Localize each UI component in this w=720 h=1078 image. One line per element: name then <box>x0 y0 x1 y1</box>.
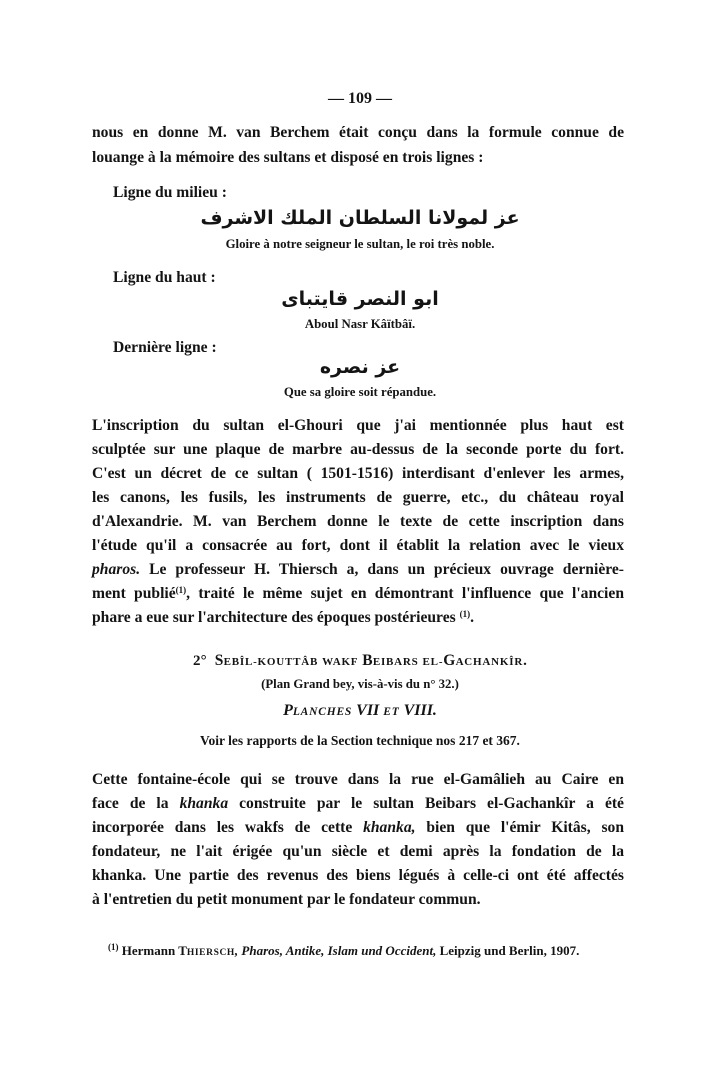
heading-word-2: WAKF <box>322 656 359 668</box>
paragraph-3-line-2 <box>92 792 624 816</box>
paragraph-2-line-6: l'étude qu'il a consacrée au fort, dont il établit la relation avec le vieux <box>92 537 624 554</box>
heading-word-1: EBÎL-KOUTTÂB <box>223 656 319 668</box>
paragraph-3-line-1: Cette fontaine-école qui se trouve dans la rue el-Gamâlieh au Caire en <box>92 771 624 788</box>
line-9-text: phare a eue sur l'architecture des époques postérieures <box>92 609 460 626</box>
middle-line-label: Ligne du milieu : <box>113 184 227 201</box>
paragraph-3-line-6: à l'entretien du petit monument par le fondateur commun. <box>92 891 481 908</box>
last-line-label: Dernière ligne : <box>113 339 217 356</box>
plates-word: LANCHES <box>292 706 353 718</box>
heading-word-1-cap: S <box>214 652 224 669</box>
top-line-translation: Aboul Nasr Kâïtbâï. <box>304 317 416 331</box>
top-line-label: Ligne du haut : <box>113 269 216 286</box>
paragraph-2-line-5: d'Alexandrie. M. van Berchem donne le texte de cette inscription dans <box>92 513 624 530</box>
paragraph-2-line-9 <box>92 606 624 630</box>
page-number: — 109 — <box>328 90 392 107</box>
paragraph-2-line-1: L'inscription du sultan el-Ghouri que j'ai mentionnée plus haut est <box>92 417 624 434</box>
footnote-title: , Pharos, Antike, Islam und Occident, <box>234 943 437 958</box>
last-line-translation: Que sa gloire soit répandue. <box>283 385 437 399</box>
heading-word-3-cap: B <box>362 652 373 669</box>
technical-reports-line: Voir les rapports de la Section technique nos 217 et 367. <box>200 733 520 748</box>
middle-line-arabic: عز لمولانا السلطان الملك الاشرف <box>200 207 520 229</box>
middle-line-translation: Gloire à notre seigneur le sultan, le roi très noble. <box>225 237 495 251</box>
heading-period: . <box>523 653 528 669</box>
heading-word-5-cap: G <box>443 652 456 669</box>
footnote-ref: (1) <box>175 585 187 595</box>
plate-viii: VIII. <box>403 702 437 719</box>
heading-word-3: EIBARS <box>372 656 419 668</box>
line-7-rest: Le professeur H. Thiersch a, dans un précieux ouvrage dernière- <box>140 561 624 578</box>
heading-word-5: ACHANKÎR <box>455 656 524 668</box>
heading-word-4: EL- <box>422 656 444 668</box>
paragraph-2-line-7 <box>92 558 624 582</box>
paragraph-3-line-5: khanka. Une partie des revenus des biens légués à celle-ci ont été affectés <box>92 867 624 884</box>
line-8-b: , traité le même sujet en démontrant l'influence que l'ancien <box>186 585 624 602</box>
footnote-author: Hermann T <box>118 943 187 958</box>
footnote-ref: (1) <box>459 609 471 619</box>
paragraph-2-line-2: sculptée sur une plaque de marbre au-dessus de la seconde porte du fort. <box>92 441 624 458</box>
paragraph-3-line-3 <box>92 816 624 840</box>
khanka-term: khanka <box>179 795 229 812</box>
plates-line <box>0 702 720 720</box>
intro-line-2: louange à la mémoire des sultans et disposé en trois lignes : <box>92 149 484 166</box>
paragraph-3-line-4: fondateur, ne l'ait érigée qu'un siècle et demi après la fondation de la <box>92 843 624 860</box>
section-number: 2° <box>192 653 207 669</box>
line-8-a: ment publié <box>92 585 176 602</box>
paragraph-2-line-8 <box>92 582 624 606</box>
line-9-end: . <box>470 609 474 626</box>
line-3-b: bien que l'émir Kitâs, son <box>415 819 624 836</box>
line-2-b: construite par le sultan Beibars el-Gachankîr a été <box>228 795 624 812</box>
plates-cap: P <box>283 702 293 719</box>
intro-line-1: nous en donne M. van Berchem était conçu dans la formule connue de <box>92 124 624 141</box>
paragraph-2-line-3: C'est un décret de ce sultan ( 1501-1516) interdisant d'enlever les armes, <box>92 465 624 482</box>
line-2-a: face de la <box>92 795 180 812</box>
pharos-term: pharos. <box>92 561 141 578</box>
plate-vii: VII <box>356 702 380 719</box>
last-line-arabic: عز نصره <box>319 356 401 378</box>
footnote-publication: Leipzig und Berlin, 1907. <box>436 943 580 958</box>
top-line-arabic: ابو النصر قايتباى <box>281 288 439 310</box>
section-subtitle: (Plan Grand bey, vis-à-vis du n° 32.) <box>261 677 459 691</box>
footnote-author-sc: HIERSCH <box>186 948 235 958</box>
line-3-a: incorporée dans les wakfs de cette <box>92 819 364 836</box>
footnote-marker: (1) <box>108 942 119 952</box>
plates-et: ET <box>383 706 400 718</box>
paragraph-2-line-4: les canons, les fusils, les instruments de guerre, etc., du château royal <box>92 489 624 506</box>
khanka-term: khanka, <box>363 819 416 836</box>
footnote <box>108 943 579 959</box>
section-heading <box>0 652 720 670</box>
